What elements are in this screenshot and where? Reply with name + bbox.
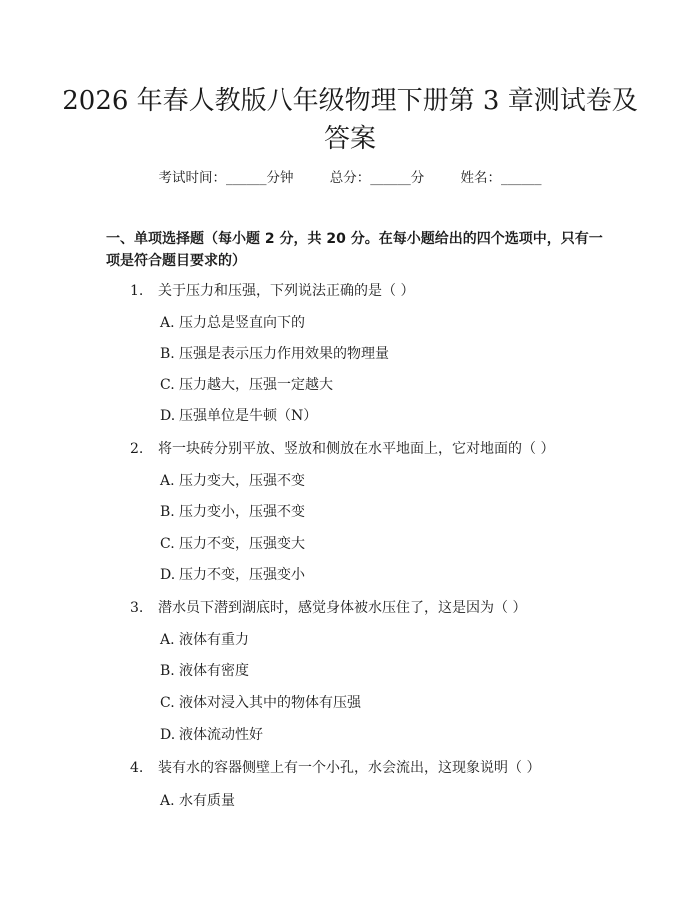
option-text: 压强单位是牛顿（N） <box>179 408 318 424</box>
question-text: 关于压力和压强，下列说法正确的是（ ） <box>158 283 415 299</box>
question-3-option-a <box>160 630 249 650</box>
question-4-option-a <box>160 791 235 811</box>
option-letter: A. <box>160 315 175 331</box>
exam-info-line <box>0 168 700 188</box>
question-1 <box>130 281 414 301</box>
option-text: 压力不变，压强变小 <box>179 567 305 583</box>
question-3-option-d <box>160 725 263 745</box>
question-1-option-d <box>160 406 317 426</box>
option-text: 压力总是竖直向下的 <box>179 315 305 331</box>
option-text: 压力不变，压强变大 <box>179 536 305 552</box>
question-1-option-b <box>160 344 389 364</box>
question-number: 2. <box>130 441 144 457</box>
option-letter: B. <box>160 346 175 362</box>
question-number: 4. <box>130 760 144 776</box>
option-text: 压强是表示压力作用效果的物理量 <box>179 346 389 362</box>
question-3 <box>130 598 526 618</box>
option-letter: D. <box>160 567 176 583</box>
question-text: 装有水的容器侧壁上有一个小孔，水会流出，这现象说明（ ） <box>158 760 541 776</box>
question-3-option-c <box>160 693 361 713</box>
student-name-field: 姓名：______ <box>460 170 542 186</box>
question-text: 潜水员下潜到湖底时，感觉身体被水压住了，这是因为（ ） <box>158 600 527 616</box>
option-letter: A. <box>160 793 175 809</box>
option-letter: A. <box>160 473 175 489</box>
question-number: 1. <box>130 283 144 299</box>
option-text: 液体有重力 <box>179 632 249 648</box>
option-text: 压力越大，压强一定越大 <box>179 377 333 393</box>
option-text: 压力变小，压强不变 <box>179 504 305 520</box>
option-letter: D. <box>160 727 176 743</box>
question-2-option-a <box>160 471 305 491</box>
question-4 <box>130 758 540 778</box>
exam-time-field: 考试时间：______分钟 <box>158 170 294 186</box>
option-letter: B. <box>160 504 175 520</box>
question-3-option-b <box>160 661 249 681</box>
option-text: 水有质量 <box>179 793 235 809</box>
option-letter: B. <box>160 663 175 679</box>
option-text: 液体对浸入其中的物体有压强 <box>179 695 361 711</box>
question-text: 将一块砖分别平放、竖放和侧放在水平地面上，它对地面的（ ） <box>158 441 555 457</box>
total-score-field: 总分：______分 <box>329 170 425 186</box>
question-number: 3. <box>130 600 144 616</box>
section-heading: 一、单项选择题（每小题 2 分，共 20 分。在每小题给出的四个选项中，只有一项是符合题目要求的） <box>106 231 603 269</box>
question-2-option-d <box>160 565 305 585</box>
question-2-option-c <box>160 534 305 554</box>
option-text: 液体有密度 <box>179 663 249 679</box>
question-2 <box>130 439 554 459</box>
option-letter: C. <box>160 536 175 552</box>
question-1-option-a <box>160 313 305 333</box>
option-letter: D. <box>160 408 176 424</box>
page-title: 2026 年春人教版八年级物理下册第 3 章测试卷及答案 <box>62 86 638 154</box>
option-text: 压力变大，压强不变 <box>179 473 305 489</box>
question-1-option-c <box>160 375 333 395</box>
option-letter: C. <box>160 695 175 711</box>
option-letter: C. <box>160 377 175 393</box>
option-letter: A. <box>160 632 175 648</box>
option-text: 液体流动性好 <box>179 727 263 743</box>
question-2-option-b <box>160 502 305 522</box>
